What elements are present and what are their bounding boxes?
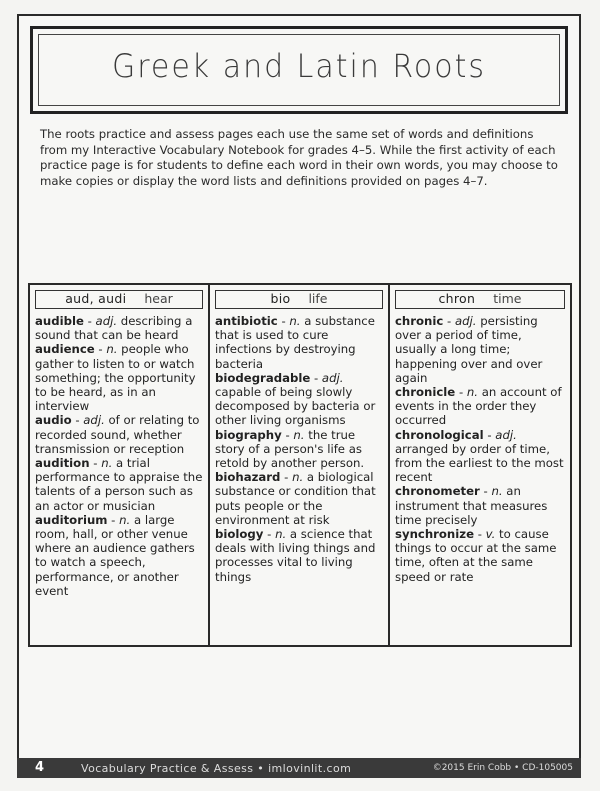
definition-text: an account of events in the order they occurred <box>395 385 562 428</box>
vocab-word: audience <box>35 342 95 357</box>
root-column-aud <box>30 285 208 645</box>
definition-text: describing a sound that can be heard <box>35 314 193 343</box>
definition-entry: synchronize - v. to cause things to occur at the same time, often at the same speed or rate <box>395 527 557 584</box>
vocab-word: auditorium <box>35 512 108 527</box>
definition-text: a substance that is used to cure infections by destroying bacteria <box>215 314 375 371</box>
definition-entry: audience - n. people who gather to listen to or watch something; the opportunity to be heard, as in an interview <box>35 342 196 414</box>
definition-text: persisting over a period of time, usually a long time; happening over and over again <box>395 314 543 385</box>
column-header <box>395 290 565 309</box>
part-of-speech: adj. <box>495 427 517 442</box>
part-of-speech: n. <box>466 385 479 400</box>
definition-entry: biography - n. the true story of a person's life as retold by another person. <box>215 427 365 471</box>
definition-entry: biohazard - n. a biological substance or condition that puts people or the environment at risk <box>215 470 376 527</box>
definition-entry: audible - adj. describing a sound that can be heard <box>35 314 193 343</box>
definition-text: a trial performance to appraise the talents of a person such as an actor or musician <box>35 456 203 513</box>
vocab-word: audio <box>35 413 72 428</box>
definition-text: a large room, hall, or other venue where an audience gathers to watch a speech, performance, or another event <box>35 512 195 598</box>
vocab-word: chronological <box>395 427 484 442</box>
definition-text: capable of being slowly decomposed by bacteria or other living organisms <box>215 385 376 428</box>
footer-bar <box>17 758 581 778</box>
definition-text: an instrument that measures time precisely <box>395 484 548 527</box>
definition-entry: antibiotic - n. a substance that is used to cure infections by destroying bacteria <box>215 314 375 371</box>
definition-text: the true story of a person's life as retold by another person. <box>215 427 365 471</box>
vocab-word: biohazard <box>215 470 281 485</box>
definition-entry: chronicle - n. an account of events in the order they occurred <box>395 385 562 428</box>
definition-text: to cause things to occur at the same time, often at the same speed or rate <box>395 527 557 584</box>
definition-entry: biodegradable - adj. capable of being slowly decomposed by bacteria or other living organisms <box>215 370 376 428</box>
definition-entry: chronic - adj. persisting over a period of time, usually a long time; happening over and over again <box>395 314 543 385</box>
part-of-speech: n. <box>106 342 118 357</box>
definition-text: arranged by order of time, from the earliest to the most recent <box>395 441 564 485</box>
definition-entry: biology - n. a science that deals with living things and processes vital to living things <box>215 527 376 584</box>
definition-entry: audio - adj. of or relating to recorded sound, whether transmission or reception <box>35 413 200 456</box>
vocab-word: biography <box>215 427 282 442</box>
vocab-word: synchronize <box>395 527 474 542</box>
root-meaning: time <box>493 291 522 306</box>
root-meaning: hear <box>144 291 173 306</box>
entry-list <box>215 314 383 584</box>
part-of-speech: adj. <box>454 314 477 328</box>
definition-entry: chronological - adj. arranged by order of time, from the earliest to the most recent <box>395 427 564 485</box>
part-of-speech: n. <box>119 512 131 527</box>
root-column-chron <box>388 285 570 645</box>
part-of-speech: n. <box>293 427 305 442</box>
root-meaning: life <box>308 291 328 306</box>
roots-table <box>28 283 572 647</box>
definition-text: a biological substance or condition that puts people or the environment at risk <box>215 470 376 527</box>
part-of-speech: n. <box>101 456 113 471</box>
intro-paragraph: The roots practice and assess pages each use the same set of words and definitions from my Interactive Vocabulary Notebook for grades 4–5. While the first activity of each practice page is for students to define each word in their own words, you may choose to make copies or display the word lists and definitions provided on pages 4–7. <box>40 127 558 188</box>
entry-list <box>35 314 203 598</box>
part-of-speech: adj. <box>95 314 118 328</box>
vocab-word: antibiotic <box>215 314 278 328</box>
page-number: 4 <box>35 760 45 775</box>
part-of-speech: n. <box>491 484 503 499</box>
definition-text: people who gather to listen to or watch something; the opportunity to be heard, as in an interview <box>35 342 196 414</box>
vocab-word: chronicle <box>395 385 456 400</box>
book-title: Vocabulary Practice & Assess • imlovinlit.com <box>81 762 352 775</box>
part-of-speech: v. <box>485 527 496 542</box>
definition-entry: chronometer - n. an instrument that measures time precisely <box>395 484 548 527</box>
root-label: bio <box>270 291 291 306</box>
column-header <box>215 290 383 309</box>
vocab-word: biodegradable <box>215 370 311 385</box>
vocab-word: biology <box>215 527 264 542</box>
part-of-speech: adj. <box>321 370 344 385</box>
root-label: chron <box>438 291 476 306</box>
root-column-bio <box>208 285 388 645</box>
page-title: Greek and Latin Roots <box>111 47 487 86</box>
definition-text: a science that deals with living things and processes vital to living things <box>215 527 376 584</box>
title-banner <box>30 26 568 114</box>
vocab-word: chronometer <box>395 484 480 499</box>
part-of-speech: n. <box>289 314 301 328</box>
vocab-word: chronic <box>395 314 444 328</box>
definition-entry: auditorium - n. a large room, hall, or other venue where an audience gathers to watch a speech, performance, or another event <box>35 512 195 598</box>
vocab-word: audition <box>35 456 90 471</box>
root-label: aud, audi <box>65 291 127 306</box>
definition-text: of or relating to recorded sound, whether transmission or reception <box>35 413 200 456</box>
part-of-speech: adj. <box>83 413 105 428</box>
column-header <box>35 290 203 309</box>
part-of-speech: n. <box>292 470 304 485</box>
definition-entry: audition - n. a trial performance to appraise the talents of a person such as an actor or musician <box>35 456 203 513</box>
vocab-word: audible <box>35 314 84 328</box>
entry-list <box>395 314 565 584</box>
copyright: ©2015 Erin Cobb • CD-105005 <box>432 763 573 773</box>
part-of-speech: n. <box>275 527 287 542</box>
